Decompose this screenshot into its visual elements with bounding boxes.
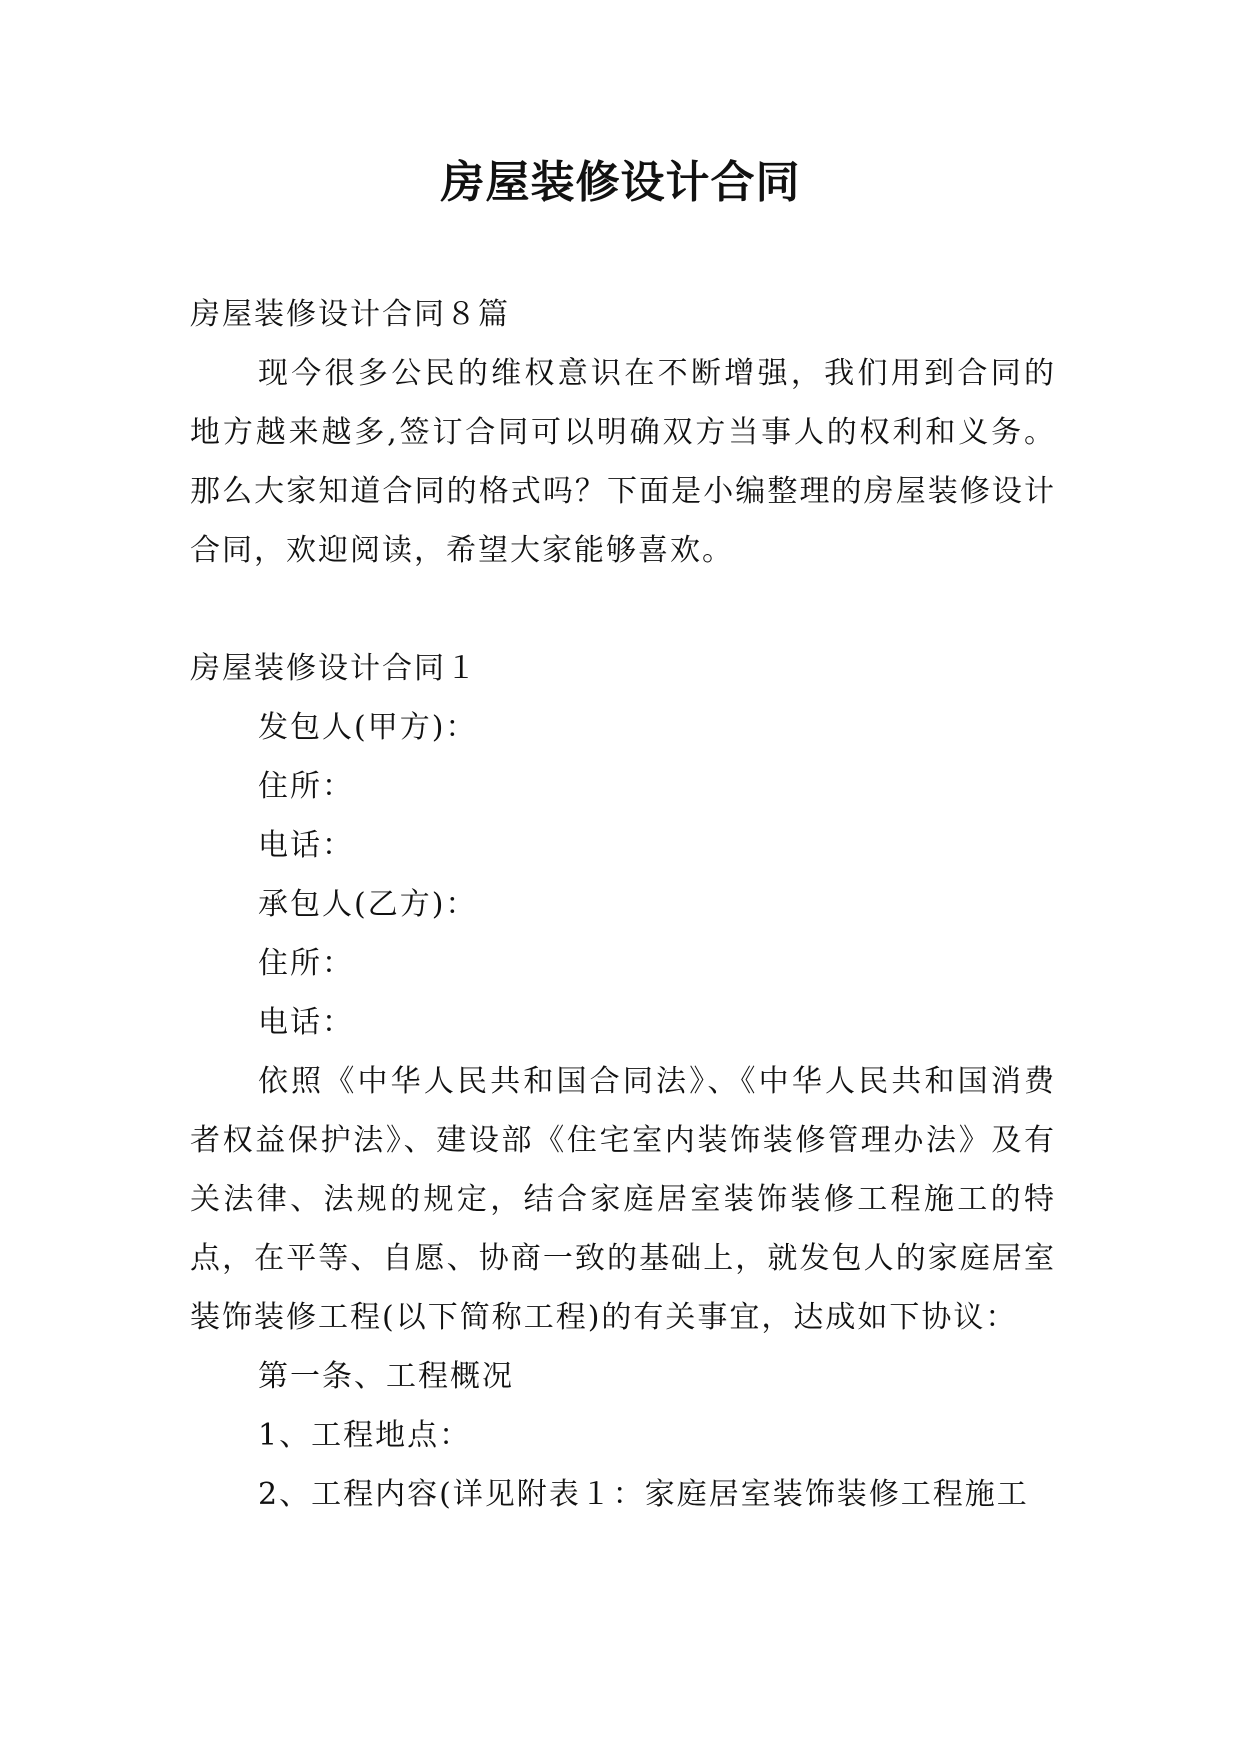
party-a-address-label: 住所： <box>258 769 354 804</box>
party-a-phone-label: 电话： <box>258 828 354 863</box>
intro-paragraph: 现今很多公民的维权意识在不断增强，我们用到合同的地方越来越多,签订合同可以明确双方当事人的权利和义务。那么大家知道合同的格式吗？下面是小编整理的房屋装修设计合同，欢迎阅读，希望大家能够喜欢。 <box>190 356 1056 568</box>
article-1-item-1: 1、工程地点： <box>258 1418 472 1453</box>
party-a-label: 发包人(甲方)： <box>258 710 478 745</box>
article-1-heading: 第一条、工程概况 <box>258 1359 514 1394</box>
document-title: 房屋装修设计合同 <box>440 157 801 208</box>
party-b-phone-label: 电话： <box>258 1005 354 1040</box>
article-1-item-2: 2、工程内容(详见附表１：家庭居室装饰装修工程施工 <box>258 1477 1029 1512</box>
party-b-label: 承包人(乙方)： <box>258 887 478 922</box>
document-body <box>190 285 1056 1524</box>
section-heading: 房屋装修设计合同１ <box>190 651 478 686</box>
party-b-address-label: 住所： <box>258 946 354 981</box>
legal-basis-paragraph: 依照《中华人民共和国合同法》、《中华人民共和国消费者权益保护法》、建设部《住宅室内装饰装修管理办法》及有关法律、法规的规定，结合家庭居室装饰装修工程施工的特点，在平等、自愿、协商一致的基础上，就发包人的家庭居室装饰装修工程(以下简称工程)的有关事宜，达成如下协议： <box>190 1064 1056 1335</box>
document-subtitle: 房屋装修设计合同８篇 <box>190 297 510 332</box>
